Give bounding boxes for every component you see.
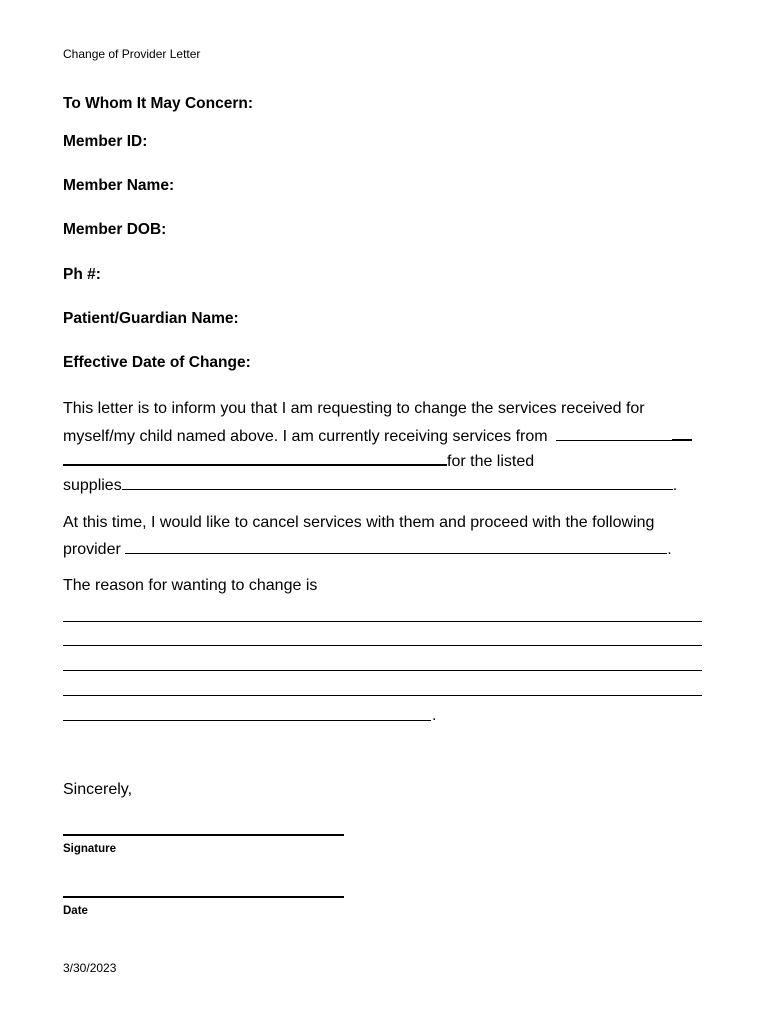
new-provider-blank[interactable]: [125, 535, 667, 554]
sincerely: Sincerely,: [63, 781, 133, 798]
reason-period: .: [432, 707, 437, 724]
reason-line-5[interactable]: [63, 720, 431, 721]
paragraph1-line3: [63, 446, 534, 474]
footer-date: 3/30/2023: [63, 961, 117, 975]
signature-line[interactable]: [63, 834, 344, 836]
paragraph1-line2: [63, 421, 692, 449]
patient-guardian-name-label: Patient/Guardian Name:: [63, 310, 239, 327]
date-label: Date: [63, 905, 88, 917]
reason-line-1[interactable]: [63, 621, 702, 622]
effective-date-label: Effective Date of Change:: [63, 354, 251, 371]
current-provider-blank-continued[interactable]: [63, 446, 447, 466]
provider-period: .: [667, 541, 672, 558]
salutation: To Whom It May Concern:: [63, 95, 254, 112]
date-line[interactable]: [63, 896, 344, 898]
paragraph1-line2-text: myself/my child named above. I am currently receiving services from: [63, 428, 548, 445]
current-provider-blank[interactable]: [556, 422, 672, 441]
paragraph1-line4: [63, 471, 677, 498]
reason-line-4[interactable]: [63, 695, 702, 696]
provider-label: provider: [63, 541, 121, 558]
member-name-label: Member Name:: [63, 177, 175, 194]
signature-label: Signature: [63, 843, 117, 855]
supplies-period: .: [672, 477, 678, 494]
paragraph1-line1: This letter is to inform you that I am requesting to change the services received for: [63, 400, 645, 417]
supplies-label: supplies: [63, 477, 122, 494]
phone-label: Ph #:: [63, 266, 101, 283]
member-id-label: Member ID:: [63, 133, 148, 150]
current-provider-blank-bold[interactable]: [672, 421, 692, 441]
paragraph2-line1: At this time, I would like to cancel services with them and proceed with the following: [63, 514, 655, 531]
document-header: Change of Provider Letter: [63, 47, 201, 61]
reason-intro: The reason for wanting to change is: [63, 577, 318, 594]
supplies-blank[interactable]: [122, 471, 673, 490]
paragraph1-line3-text: for the listed: [447, 453, 535, 470]
member-dob-label: Member DOB:: [63, 221, 167, 238]
reason-line-2[interactable]: [63, 645, 702, 646]
reason-line-3[interactable]: [63, 670, 702, 671]
paragraph2-line2: [63, 535, 672, 562]
